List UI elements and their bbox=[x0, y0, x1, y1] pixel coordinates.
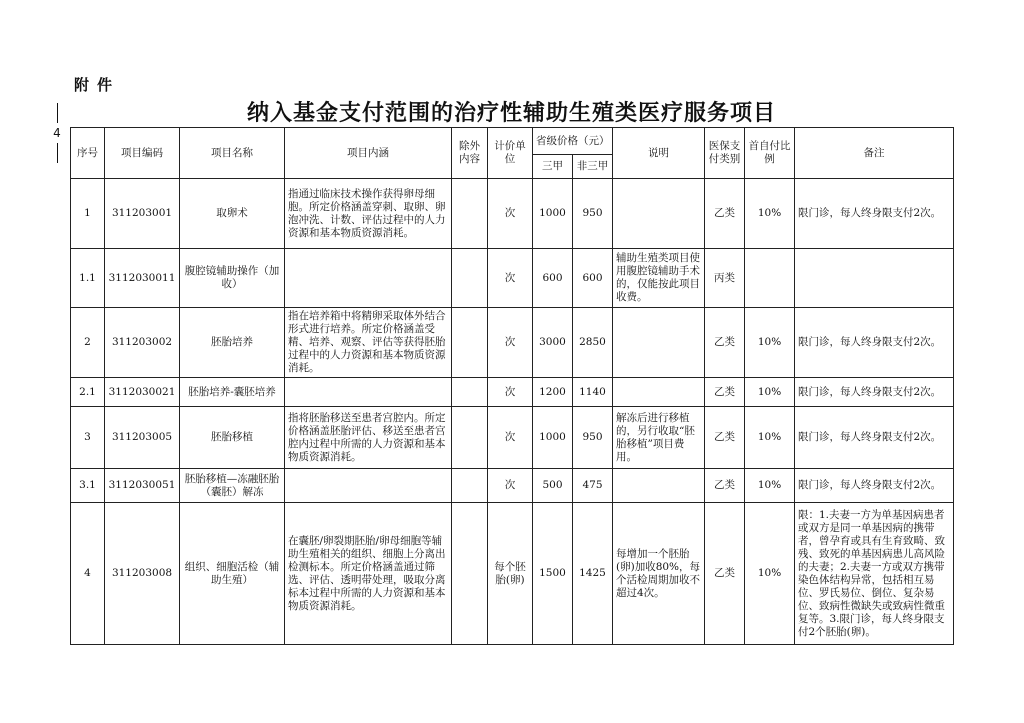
cell-seq: 1 bbox=[71, 179, 105, 249]
cell-category: 乙类 bbox=[705, 179, 745, 249]
cell-price-b: 2850 bbox=[573, 308, 613, 378]
cell-seq: 2 bbox=[71, 308, 105, 378]
cell-seq: 3.1 bbox=[71, 469, 105, 503]
cell-content bbox=[285, 378, 452, 407]
cell-ratio: 10% bbox=[745, 469, 795, 503]
cell-category: 乙类 bbox=[705, 469, 745, 503]
table-body bbox=[71, 179, 954, 645]
table-header bbox=[71, 128, 954, 179]
cell-category: 乙类 bbox=[705, 378, 745, 407]
cell-excluded bbox=[452, 308, 488, 378]
cell-price-b: 600 bbox=[573, 249, 613, 308]
cell-excluded bbox=[452, 469, 488, 503]
page-marker bbox=[50, 103, 64, 163]
cell-name: 组织、细胞活检（辅助生殖） bbox=[180, 503, 285, 645]
cell-price-b: 950 bbox=[573, 179, 613, 249]
header-price-group: 省级价格（元） bbox=[533, 128, 613, 155]
cell-content bbox=[285, 469, 452, 503]
cell-ratio: 10% bbox=[745, 179, 795, 249]
header-content: 项目内涵 bbox=[285, 128, 452, 179]
cell-name: 胚胎培养 bbox=[180, 308, 285, 378]
cell-unit: 每个胚胎(卵) bbox=[488, 503, 533, 645]
cell-unit: 次 bbox=[488, 469, 533, 503]
page-marker-bottom-line bbox=[57, 143, 58, 163]
cell-unit: 次 bbox=[488, 179, 533, 249]
cell-code: 3112030011 bbox=[105, 249, 180, 308]
header-name: 项目名称 bbox=[180, 128, 285, 179]
cell-seq: 3 bbox=[71, 407, 105, 469]
cell-remark: 限门诊，每人终身限支付2次。 bbox=[795, 308, 954, 378]
cell-code: 311203005 bbox=[105, 407, 180, 469]
header-category: 医保支付类别 bbox=[705, 128, 745, 179]
cell-remark: 限门诊，每人终身限支付2次。 bbox=[795, 469, 954, 503]
cell-desc: 每增加一个胚胎(卵)加收80%，每个活检周期加收不超过4次。 bbox=[613, 503, 705, 645]
cell-content: 在囊胚/卵裂期胚胎/卵母细胞等辅助生殖相关的组织、细胞上分离出检测标本。所定价格涵盖通过筛选、评估、透明带处理，吸取分离标本过程中所需的人力资源和基本物质资源消耗。 bbox=[285, 503, 452, 645]
cell-desc bbox=[613, 308, 705, 378]
cell-category: 乙类 bbox=[705, 503, 745, 645]
header-price-b: 非三甲 bbox=[573, 155, 613, 179]
attachment-label: 附件 bbox=[74, 76, 121, 94]
header-desc: 说明 bbox=[613, 128, 705, 179]
cell-name: 腹腔镜辅助操作（加收） bbox=[180, 249, 285, 308]
cell-category: 乙类 bbox=[705, 407, 745, 469]
page-marker-top-line bbox=[57, 103, 58, 123]
cell-unit: 次 bbox=[488, 249, 533, 308]
table-row bbox=[71, 249, 954, 308]
header-unit: 计价单位 bbox=[488, 128, 533, 179]
header-price-a: 三甲 bbox=[533, 155, 573, 179]
cell-price-a: 1200 bbox=[533, 378, 573, 407]
cell-name: 胚胎移植 bbox=[180, 407, 285, 469]
table-row bbox=[71, 503, 954, 645]
cell-price-a: 1000 bbox=[533, 407, 573, 469]
cell-desc: 解冻后进行移植的，另行收取“胚胎移植”项目费用。 bbox=[613, 407, 705, 469]
cell-price-b: 950 bbox=[573, 407, 613, 469]
cell-price-a: 500 bbox=[533, 469, 573, 503]
cell-code: 311203001 bbox=[105, 179, 180, 249]
cell-price-b: 475 bbox=[573, 469, 613, 503]
cell-ratio: 10% bbox=[745, 378, 795, 407]
cell-desc bbox=[613, 179, 705, 249]
cell-excluded bbox=[452, 407, 488, 469]
header-code: 项目编码 bbox=[105, 128, 180, 179]
service-items-table bbox=[70, 127, 954, 645]
cell-seq: 2.1 bbox=[71, 378, 105, 407]
cell-unit: 次 bbox=[488, 308, 533, 378]
header-remark: 备注 bbox=[795, 128, 954, 179]
cell-content: 指在培养箱中将精卵采取体外结合形式进行培养。所定价格涵盖受精、培养、观察、评估等获得胚胎过程中的人力资源和基本物质资源消耗。 bbox=[285, 308, 452, 378]
header-ratio: 首自付比例 bbox=[745, 128, 795, 179]
cell-unit: 次 bbox=[488, 407, 533, 469]
table-row bbox=[71, 308, 954, 378]
cell-excluded bbox=[452, 179, 488, 249]
cell-seq: 4 bbox=[71, 503, 105, 645]
header-seq: 序号 bbox=[71, 128, 105, 179]
cell-remark: 限门诊，每人终身限支付2次。 bbox=[795, 407, 954, 469]
cell-price-a: 3000 bbox=[533, 308, 573, 378]
cell-code: 311203008 bbox=[105, 503, 180, 645]
cell-excluded bbox=[452, 378, 488, 407]
cell-ratio: 10% bbox=[745, 308, 795, 378]
cell-remark: 限门诊，每人终身限支付2次。 bbox=[795, 179, 954, 249]
cell-price-b: 1140 bbox=[573, 378, 613, 407]
table-row bbox=[71, 469, 954, 503]
cell-content: 指通过临床技术操作获得卵母细胞。所定价格涵盖穿刺、取卵、卵泡冲洗、计数、评估过程中的人力资源和基本物质资源消耗。 bbox=[285, 179, 452, 249]
cell-name: 胚胎移植—冻融胚胎（囊胚）解冻 bbox=[180, 469, 285, 503]
cell-excluded bbox=[452, 249, 488, 308]
cell-ratio: 10% bbox=[745, 407, 795, 469]
cell-price-b: 1425 bbox=[573, 503, 613, 645]
page-title: 纳入基金支付范围的治疗性辅助生殖类医疗服务项目 bbox=[246, 100, 776, 126]
cell-name: 胚胎培养-囊胚培养 bbox=[180, 378, 285, 407]
cell-price-a: 1000 bbox=[533, 179, 573, 249]
cell-desc: 辅助生殖类项目使用腹腔镜辅助手术的，仅能按此项目收费。 bbox=[613, 249, 705, 308]
table-row bbox=[71, 378, 954, 407]
cell-category: 丙类 bbox=[705, 249, 745, 308]
cell-remark: 限：1.夫妻一方为单基因病患者或双方是同一单基因病的携带者，曾孕育或具有生育致畸、致残、致死的单基因病患儿高风险的夫妻；2.夫妻一方或双方携带染色体结构异常，包括相互易位、罗氏易位、倒位、复杂易位、致病性微缺失或致病性微重复等。3.限门诊，每人终身限支付2个胚胎(卵)。 bbox=[795, 503, 954, 645]
cell-ratio: 10% bbox=[745, 503, 795, 645]
table-row bbox=[71, 179, 954, 249]
cell-excluded bbox=[452, 503, 488, 645]
page-number: 4 bbox=[53, 126, 61, 140]
header-excluded: 除外内容 bbox=[452, 128, 488, 179]
cell-category: 乙类 bbox=[705, 308, 745, 378]
cell-code: 311203002 bbox=[105, 308, 180, 378]
cell-remark bbox=[795, 249, 954, 308]
cell-content: 指将胚胎移送至患者宫腔内。所定价格涵盖胚胎评估、移送至患者宫腔内过程中所需的人力资源和基本物质资源消耗。 bbox=[285, 407, 452, 469]
cell-remark: 限门诊，每人终身限支付2次。 bbox=[795, 378, 954, 407]
cell-ratio bbox=[745, 249, 795, 308]
cell-content bbox=[285, 249, 452, 308]
cell-unit: 次 bbox=[488, 378, 533, 407]
cell-name: 取卵术 bbox=[180, 179, 285, 249]
cell-code: 3112030051 bbox=[105, 469, 180, 503]
cell-desc bbox=[613, 378, 705, 407]
cell-price-a: 600 bbox=[533, 249, 573, 308]
cell-code: 3112030021 bbox=[105, 378, 180, 407]
cell-seq: 1.1 bbox=[71, 249, 105, 308]
cell-price-a: 1500 bbox=[533, 503, 573, 645]
cell-desc bbox=[613, 469, 705, 503]
table-row bbox=[71, 407, 954, 469]
